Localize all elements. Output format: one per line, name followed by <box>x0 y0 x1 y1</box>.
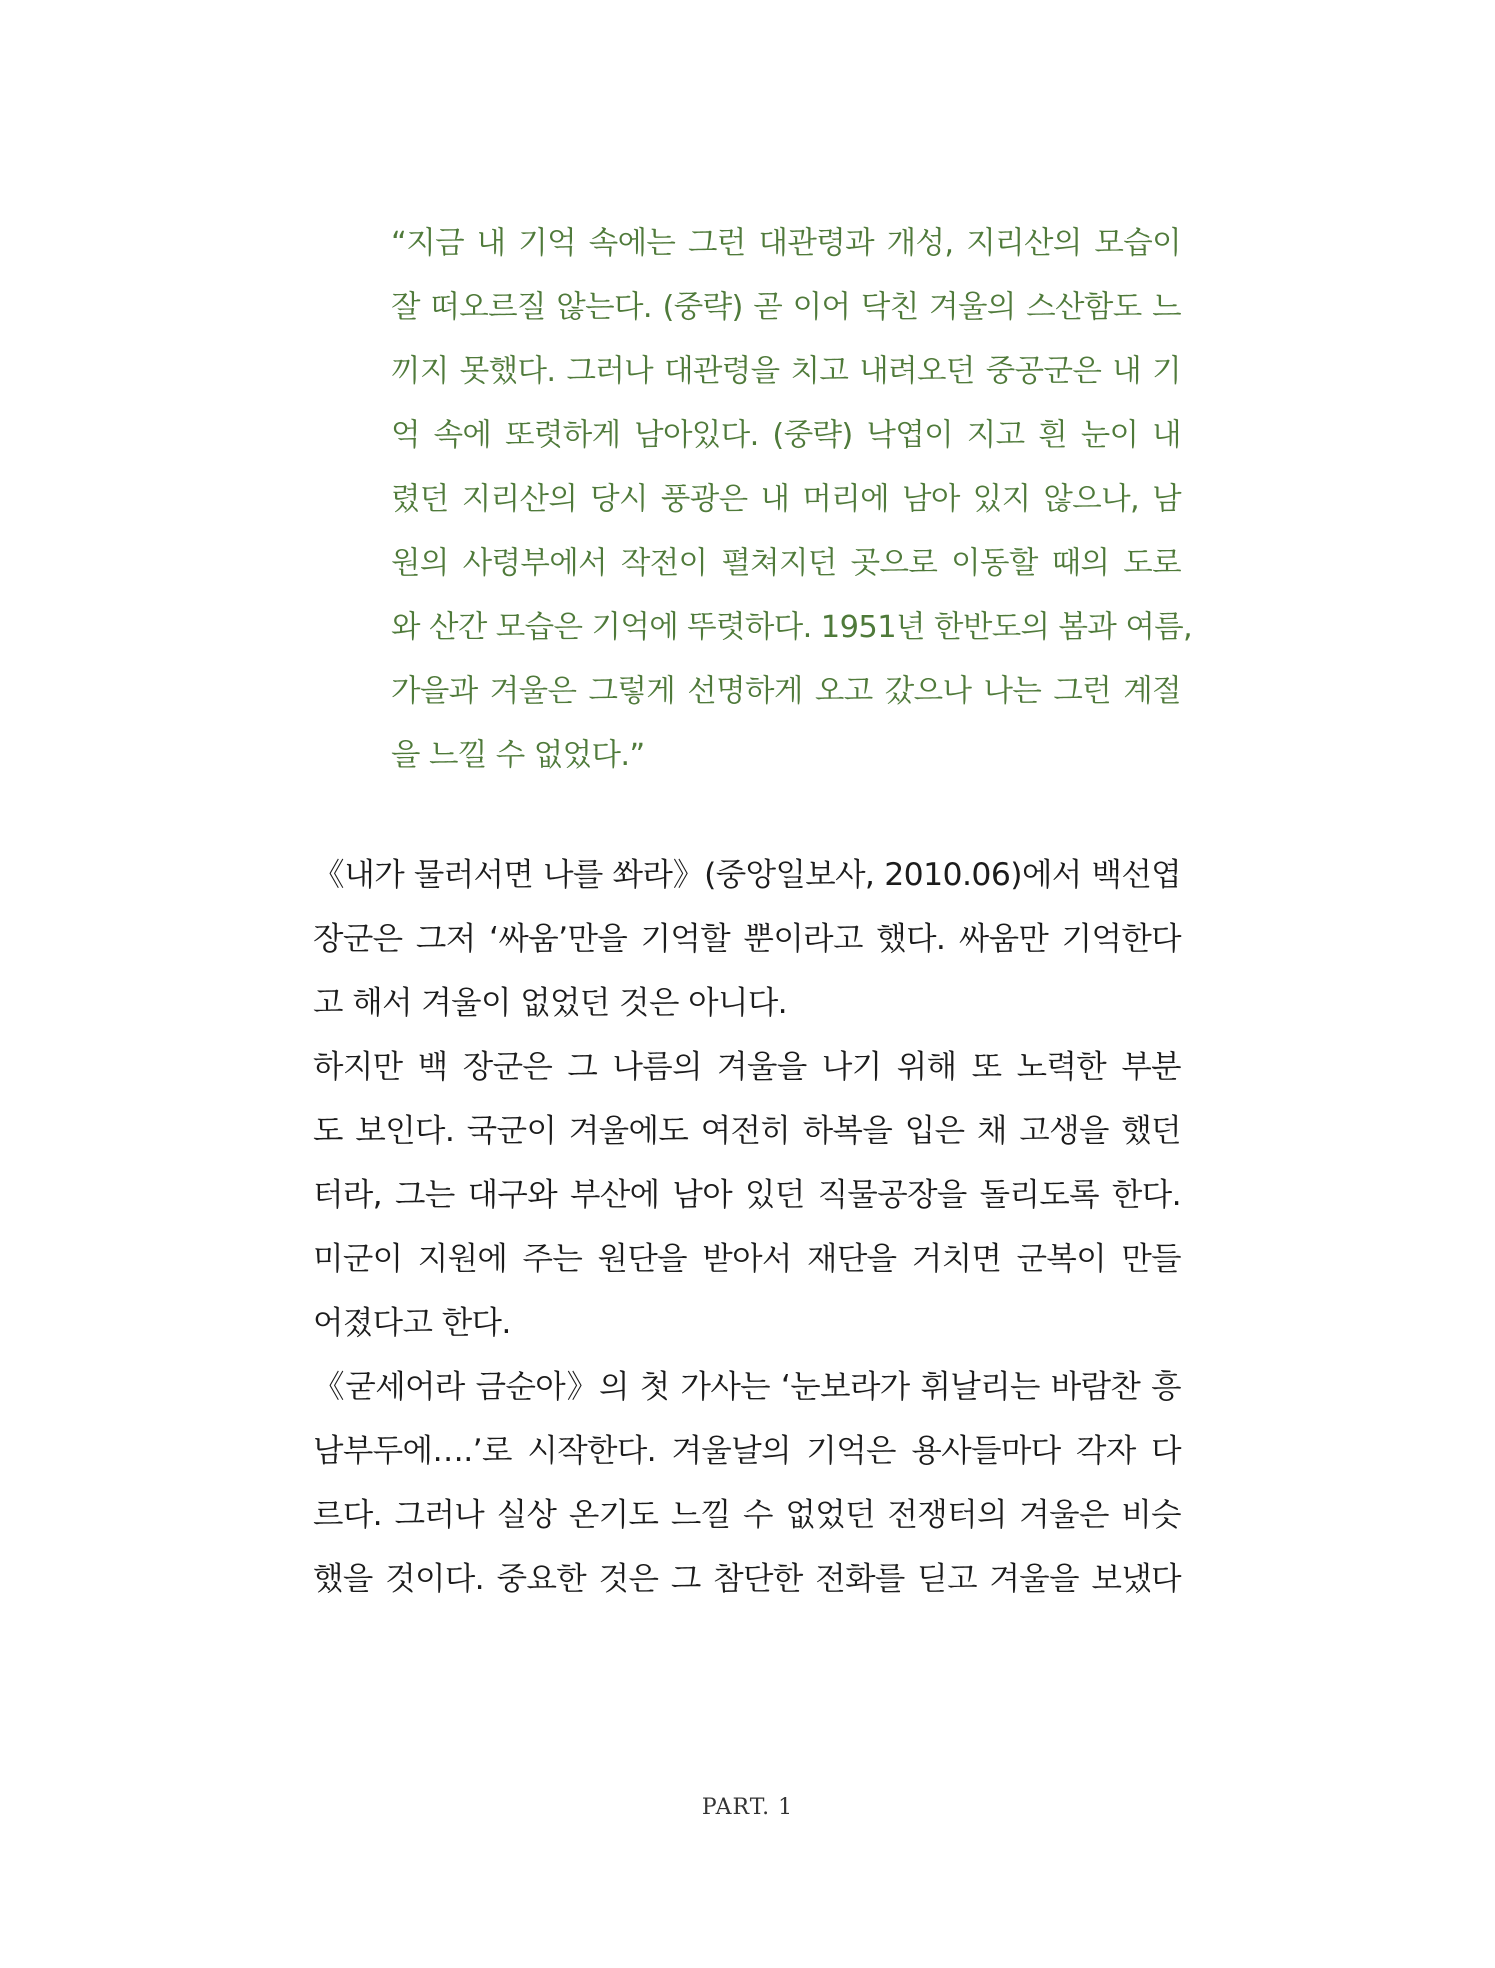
body-line: 남부두에….’로 시작한다. 겨울날의 기억은 용사들마다 각자 다 <box>313 1433 1181 1469</box>
quote-line: 렸던 지리산의 당시 풍광은 내 머리에 남아 있지 않으나, 남 <box>391 482 1181 517</box>
quote-line: 와 산간 모습은 기억에 뚜렷하다. 1951년 한반도의 봄과 여름, <box>391 610 1193 645</box>
body-line: 《내가 물러서면 나를 쏴라》(중앙일보사, 2010.06)에서 백선엽 <box>313 857 1181 893</box>
body-line: 터라, 그는 대구와 부산에 남아 있던 직물공장을 돌리도록 한다. <box>313 1177 1181 1213</box>
body-paragraph-1 <box>313 843 1181 1355</box>
body-line: 했을 것이다. 중요한 것은 그 참단한 전화를 딛고 겨울을 보냈다 <box>313 1561 1181 1597</box>
page-footer-part-label: PART. 1 <box>701 1795 794 1820</box>
quote-line: 가을과 겨울은 그렇게 선명하게 오고 갔으나 나는 그런 계절 <box>391 674 1181 709</box>
quote-line: 을 느낄 수 없었다.” <box>391 738 645 773</box>
quote-line: 끼지 못했다. 그러나 대관령을 치고 내려오던 중공군은 내 기 <box>391 354 1181 389</box>
quote-line: 잘 떠오르질 않는다. (중략) 곧 이어 닥친 겨울의 스산함도 느 <box>391 290 1181 325</box>
quote-line: 억 속에 또렷하게 남아있다. (중략) 낙엽이 지고 흰 눈이 내 <box>391 418 1181 453</box>
body-line: 르다. 그러나 실상 온기도 느낄 수 없었던 전쟁터의 겨울은 비슷 <box>313 1497 1181 1533</box>
body-line: 어졌다고 한다. <box>313 1305 511 1341</box>
body-line: 하지만 백 장군은 그 나름의 겨울을 나기 위해 또 노력한 부분 <box>313 1049 1181 1085</box>
body-line: 《굳세어라 금순아》의 첫 가사는 ‘눈보라가 휘날리는 바람찬 흥 <box>313 1369 1181 1405</box>
body-paragraph-2 <box>313 1355 1181 1611</box>
block-quote <box>391 212 1193 788</box>
quote-line: 원의 사령부에서 작전이 펼쳐지던 곳으로 이동할 때의 도로 <box>391 546 1181 581</box>
body-line: 고 해서 겨울이 없었던 것은 아니다. <box>313 985 788 1021</box>
body-line: 장군은 그저 ‘싸움’만을 기억할 뿐이라고 했다. 싸움만 기억한다 <box>313 921 1181 957</box>
body-line: 미군이 지원에 주는 원단을 받아서 재단을 거치면 군복이 만들 <box>313 1241 1181 1277</box>
body-line: 도 보인다. 국군이 겨울에도 여전히 하복을 입은 채 고생을 했던 <box>313 1113 1181 1149</box>
quote-line: “지금 내 기억 속에는 그런 대관령과 개성, 지리산의 모습이 <box>391 226 1181 261</box>
